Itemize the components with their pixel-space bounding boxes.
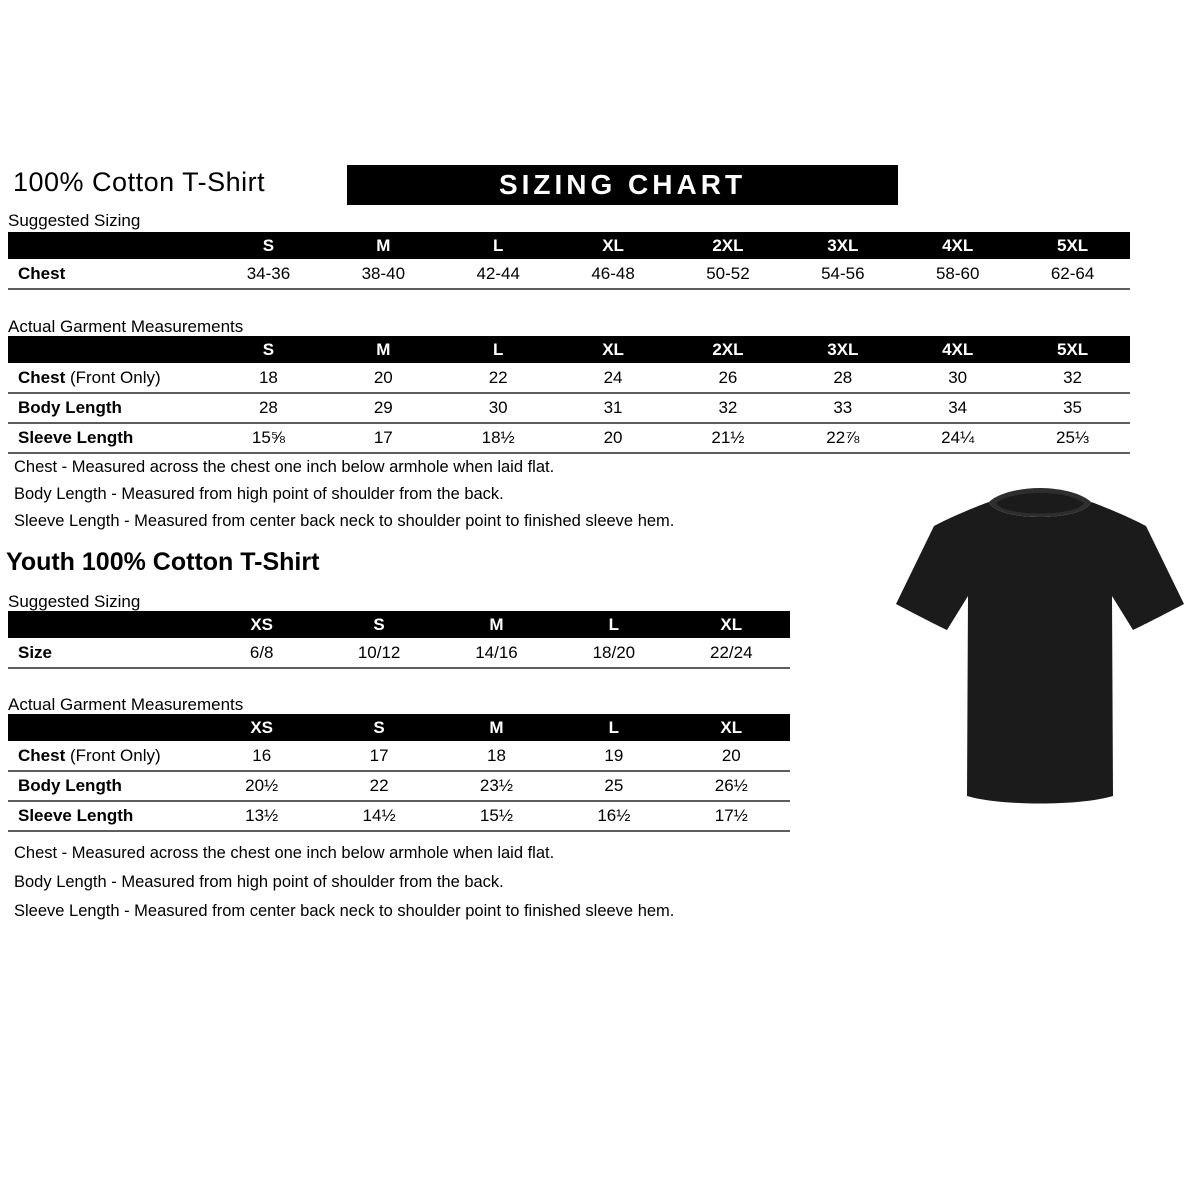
cell-value: 15⅝ <box>211 423 326 453</box>
note-sleeve-length: Sleeve Length - Measured from center back neck to shoulder point to finished sleeve hem. <box>14 902 675 920</box>
cell-value: 18½ <box>441 423 556 453</box>
note-chest: Chest - Measured across the chest one inch below armhole when laid flat. <box>14 844 555 862</box>
adult-measurement-notes <box>14 458 674 539</box>
table-header-spacer <box>8 336 211 363</box>
cell-value: 28 <box>211 393 326 423</box>
cell-value: 26 <box>671 363 786 393</box>
cell-value: 15½ <box>438 801 555 831</box>
cell-value: 38-40 <box>326 259 441 289</box>
cell-value: 31 <box>556 393 671 423</box>
table-row <box>8 423 1130 453</box>
sizing-chart-banner: SIZING CHART <box>347 165 898 205</box>
size-column-header: M <box>326 336 441 363</box>
row-label: Body Length <box>8 771 203 801</box>
cell-value: 30 <box>441 393 556 423</box>
tshirt-body <box>896 502 1184 804</box>
size-column-header: 3XL <box>785 336 900 363</box>
cell-value: 23½ <box>438 771 555 801</box>
cell-value: 22 <box>320 771 437 801</box>
size-column-header: XL <box>556 232 671 259</box>
table-row <box>8 393 1130 423</box>
cell-value: 34-36 <box>211 259 326 289</box>
note-sleeve-length: Sleeve Length - Measured from center back neck to shoulder point to finished sleeve hem. <box>14 512 675 530</box>
table-header-row <box>8 232 1130 259</box>
size-column-header: 4XL <box>900 336 1015 363</box>
cell-value: 18 <box>211 363 326 393</box>
cell-value: 18 <box>438 741 555 771</box>
cell-value: 20 <box>326 363 441 393</box>
cell-value: 24¼ <box>900 423 1015 453</box>
youth-measurement-notes <box>14 844 674 931</box>
cell-value: 30 <box>900 363 1015 393</box>
youth-actual-measurements-table <box>8 714 790 832</box>
cell-value: 17 <box>326 423 441 453</box>
cell-value: 25 <box>555 771 672 801</box>
size-column-header: XS <box>203 611 320 638</box>
size-column-header: 2XL <box>671 232 786 259</box>
note-chest: Chest - Measured across the chest one inch below armhole when laid flat. <box>14 458 555 476</box>
youth-suggested-sizing-table <box>8 611 790 669</box>
cell-value: 34 <box>900 393 1015 423</box>
cell-value: 33 <box>785 393 900 423</box>
cell-value: 22/24 <box>673 638 790 668</box>
size-column-header: 2XL <box>671 336 786 363</box>
size-column-header: M <box>438 714 555 741</box>
table-header-row <box>8 714 790 741</box>
cell-value: 54-56 <box>785 259 900 289</box>
cell-value: 17 <box>320 741 437 771</box>
cell-value: 16 <box>203 741 320 771</box>
cell-value: 26½ <box>673 771 790 801</box>
cell-value: 32 <box>1015 363 1130 393</box>
cell-value: 10/12 <box>320 638 437 668</box>
adult-suggested-sizing-label: Suggested Sizing <box>8 211 141 230</box>
size-column-header: M <box>438 611 555 638</box>
row-label: Body Length <box>8 393 211 423</box>
size-column-header: XS <box>203 714 320 741</box>
table-row <box>8 363 1130 393</box>
size-column-header: L <box>441 232 556 259</box>
cell-value: 19 <box>555 741 672 771</box>
adult-actual-measurements-table <box>8 336 1130 454</box>
row-label: Sleeve Length <box>8 423 211 453</box>
table-header-row <box>8 336 1130 363</box>
cell-value: 29 <box>326 393 441 423</box>
cell-value: 58-60 <box>900 259 1015 289</box>
cell-value: 32 <box>671 393 786 423</box>
size-column-header: L <box>441 336 556 363</box>
youth-suggested-sizing-label: Suggested Sizing <box>8 592 141 611</box>
row-label: Chest <box>8 259 211 289</box>
row-label: Chest (Front Only) <box>8 741 203 771</box>
row-label: Size <box>8 638 203 668</box>
table-row <box>8 771 790 801</box>
cell-value: 6/8 <box>203 638 320 668</box>
tshirt-silhouette-icon <box>890 476 1190 821</box>
cell-value: 21½ <box>671 423 786 453</box>
table-header-spacer <box>8 611 203 638</box>
table-row <box>8 259 1130 289</box>
table-row <box>8 638 790 668</box>
cell-value: 22⅞ <box>785 423 900 453</box>
youth-product-title: Youth 100% Cotton T-Shirt <box>6 548 320 576</box>
adult-product-title: 100% Cotton T-Shirt <box>13 167 266 197</box>
cell-value: 46-48 <box>556 259 671 289</box>
size-column-header: XL <box>673 714 790 741</box>
cell-value: 16½ <box>555 801 672 831</box>
table-header-row <box>8 611 790 638</box>
cell-value: 20 <box>673 741 790 771</box>
cell-value: 42-44 <box>441 259 556 289</box>
cell-value: 22 <box>441 363 556 393</box>
size-column-header: 5XL <box>1015 336 1130 363</box>
adult-actual-measurements-label: Actual Garment Measurements <box>8 317 244 336</box>
note-body-length: Body Length - Measured from high point of shoulder from the back. <box>14 873 504 891</box>
note-body-length: Body Length - Measured from high point of shoulder from the back. <box>14 485 504 503</box>
cell-value: 14½ <box>320 801 437 831</box>
table-row <box>8 801 790 831</box>
size-column-header: S <box>211 232 326 259</box>
cell-value: 62-64 <box>1015 259 1130 289</box>
cell-value: 20½ <box>203 771 320 801</box>
cell-value: 14/16 <box>438 638 555 668</box>
size-column-header: S <box>211 336 326 363</box>
cell-value: 18/20 <box>555 638 672 668</box>
table-header-spacer <box>8 232 211 259</box>
cell-value: 25⅓ <box>1015 423 1130 453</box>
size-column-header: 5XL <box>1015 232 1130 259</box>
size-column-header: 3XL <box>785 232 900 259</box>
cell-value: 35 <box>1015 393 1130 423</box>
size-column-header: L <box>555 611 672 638</box>
cell-value: 17½ <box>673 801 790 831</box>
cell-value: 20 <box>556 423 671 453</box>
adult-suggested-sizing-table <box>8 232 1130 290</box>
cell-value: 28 <box>785 363 900 393</box>
size-column-header: S <box>320 714 437 741</box>
cell-value: 50-52 <box>671 259 786 289</box>
size-column-header: S <box>320 611 437 638</box>
size-column-header: 4XL <box>900 232 1015 259</box>
size-column-header: L <box>555 714 672 741</box>
row-label: Chest (Front Only) <box>8 363 211 393</box>
youth-actual-measurements-label: Actual Garment Measurements <box>8 695 244 714</box>
cell-value: 24 <box>556 363 671 393</box>
size-column-header: M <box>326 232 441 259</box>
cell-value: 13½ <box>203 801 320 831</box>
size-column-header: XL <box>556 336 671 363</box>
table-header-spacer <box>8 714 203 741</box>
row-label: Sleeve Length <box>8 801 203 831</box>
size-column-header: XL <box>673 611 790 638</box>
table-row <box>8 741 790 771</box>
tshirt-image <box>890 476 1190 821</box>
